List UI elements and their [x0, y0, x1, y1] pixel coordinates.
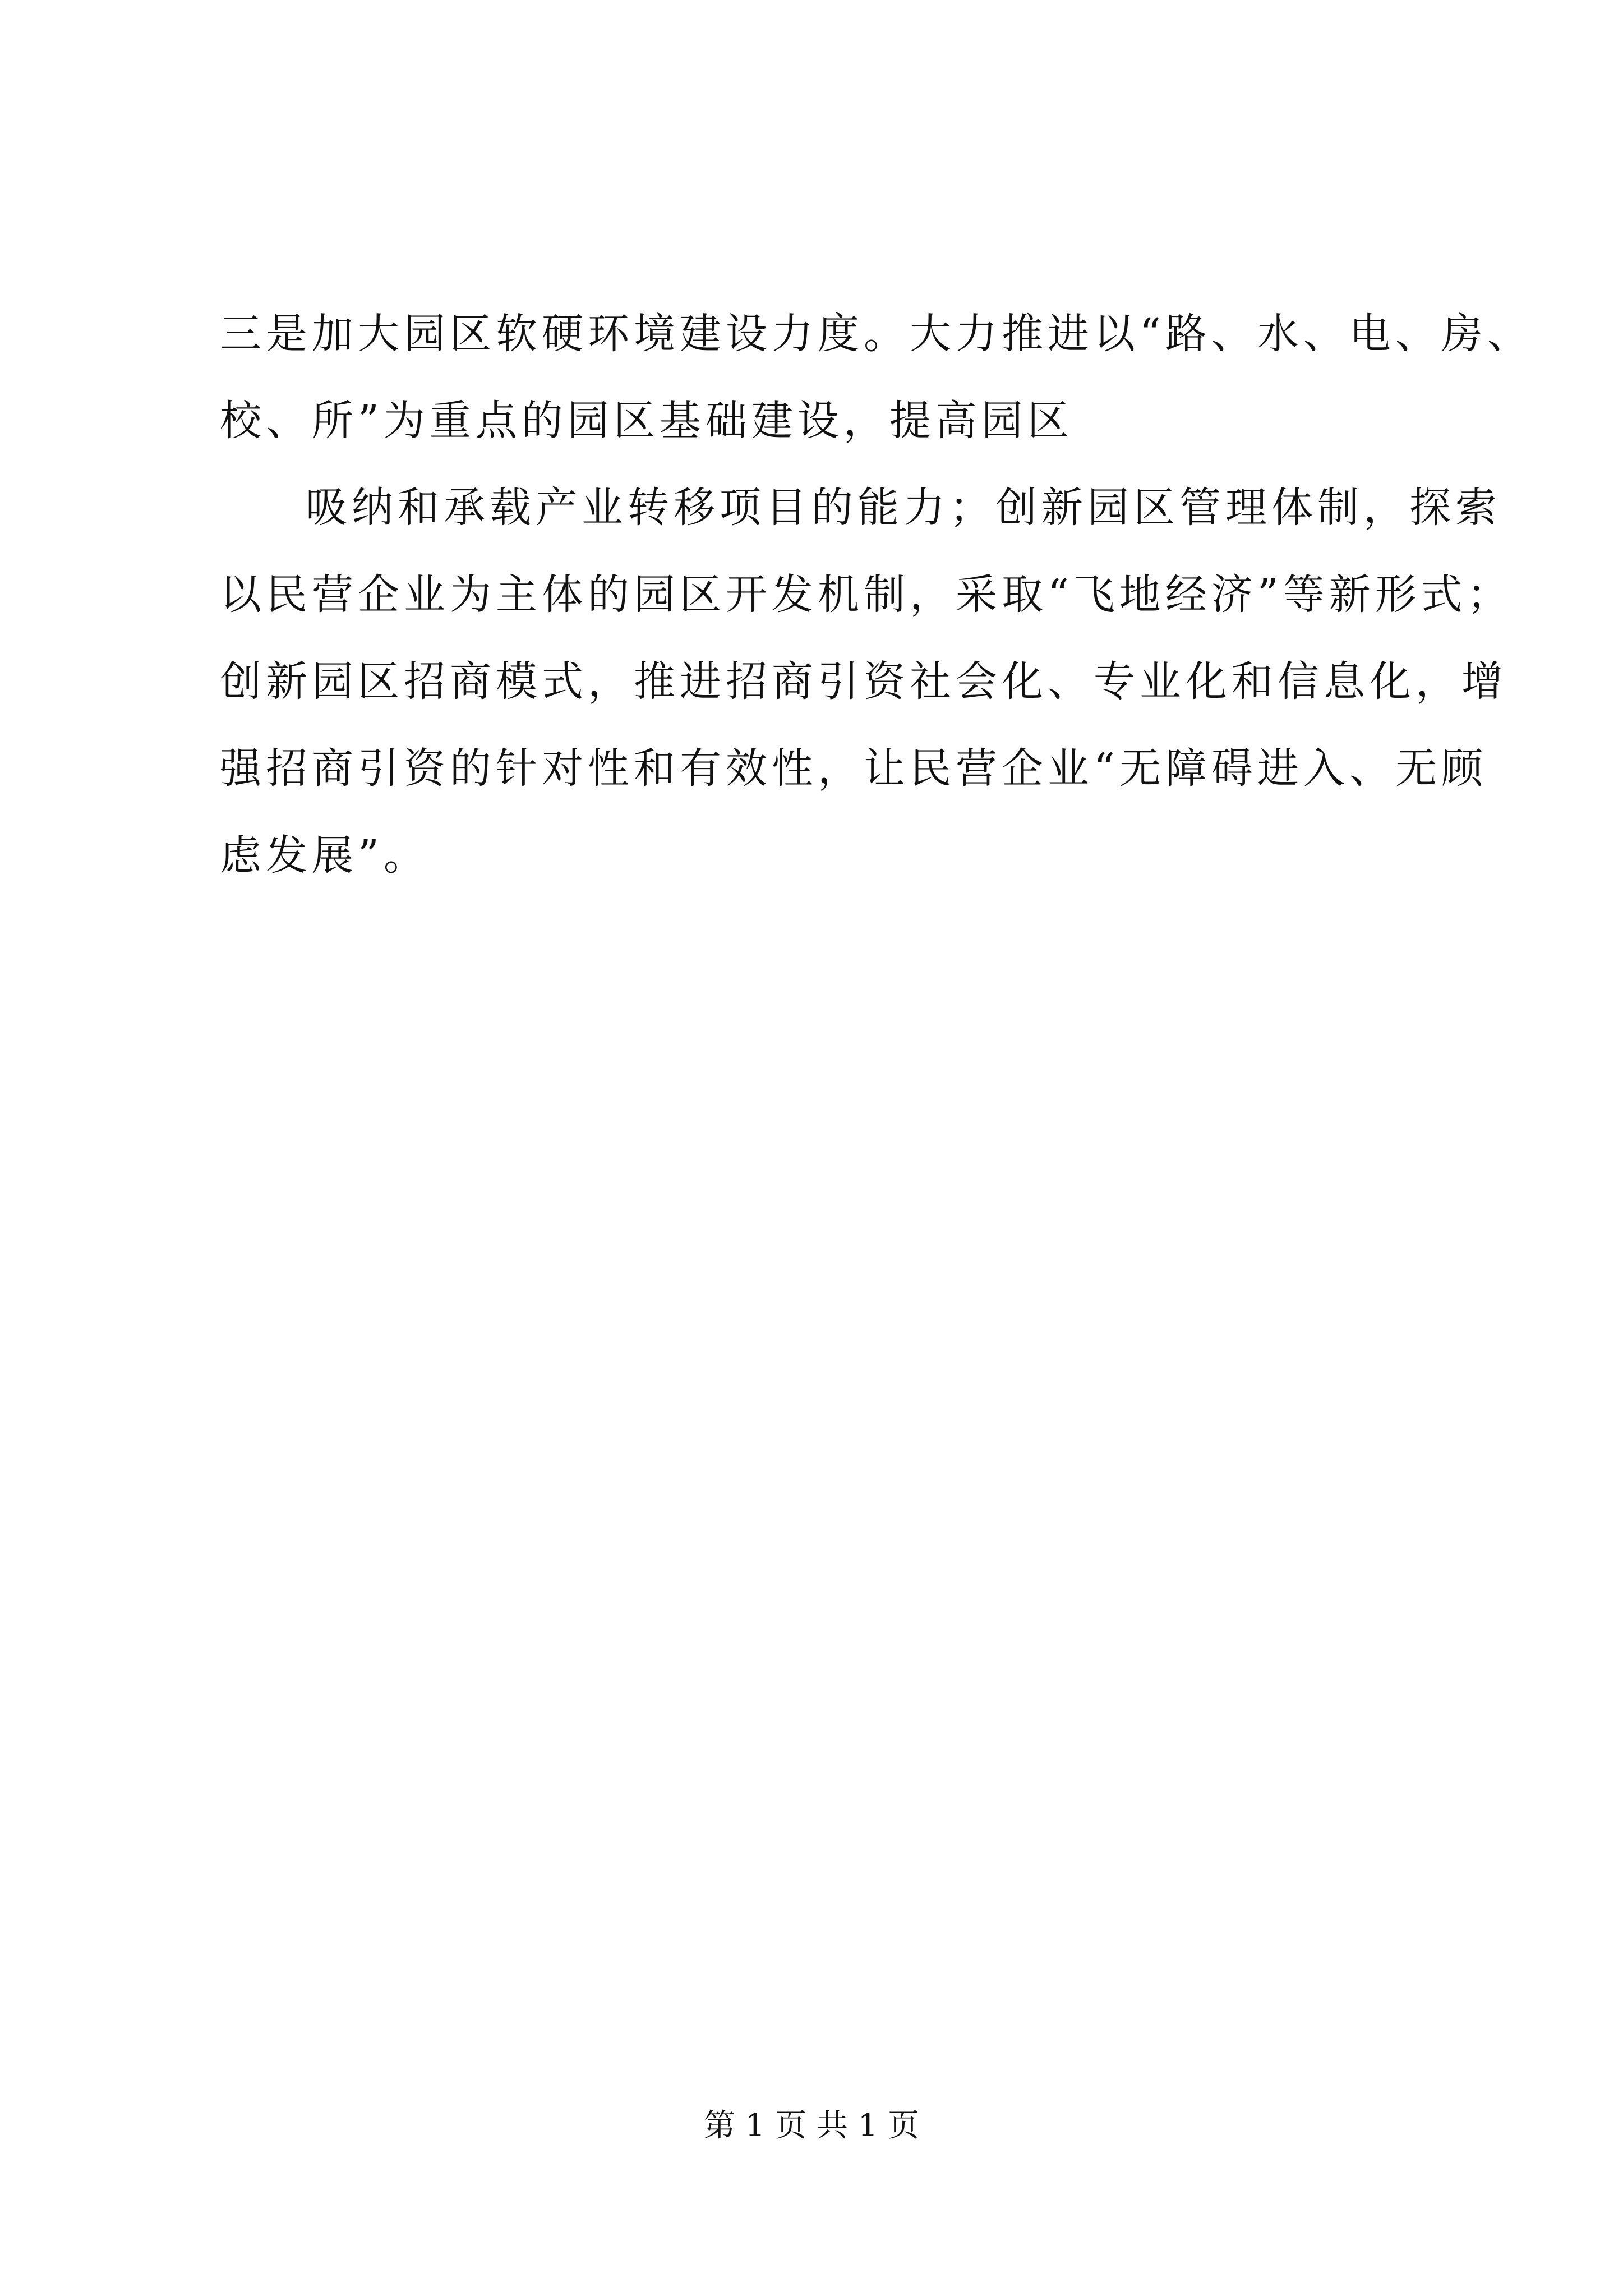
paragraph-line-7: 虑发展”。: [220, 831, 430, 880]
paragraph-line-3: 吸纳和承载产业转移项目的能力；创新园区管理体制，探索: [306, 484, 1501, 532]
paragraph-line-4: 以民营企业为主体的园区开发机制，采取“飞地经济”等新形式；: [220, 570, 1513, 619]
page-footer: 第 1 页 共 1 页: [703, 2108, 920, 2144]
paragraph-line-2: 校、所”为重点的园区基础建设，提高园区: [220, 397, 1073, 445]
paragraph-line-1: 三是加大园区软硬环境建设力度。大力推进以“路、水、电、房、: [220, 310, 1533, 358]
paragraph-line-6: 强招商引资的针对性和有效性，让民营企业“无障碍进入、无顾: [220, 744, 1487, 793]
paragraph-line-5: 创新园区招商模式，推进招商引资社会化、专业化和信息化，增: [220, 657, 1507, 706]
